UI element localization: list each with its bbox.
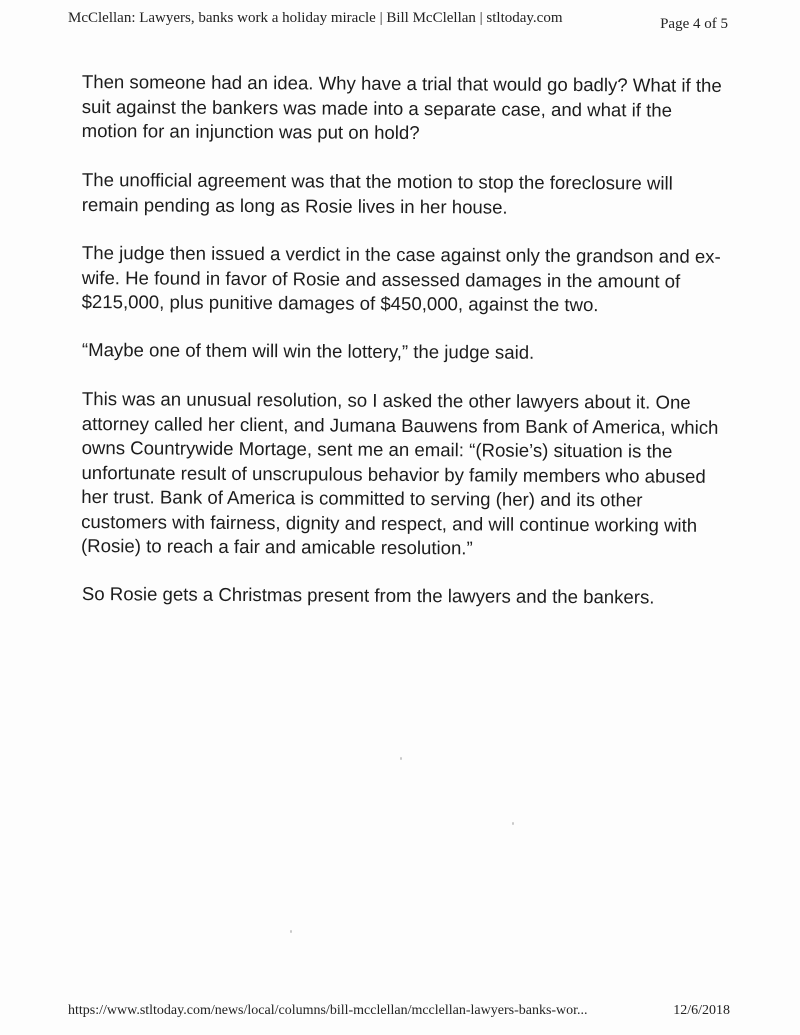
- scan-speck: [290, 930, 292, 933]
- paragraph: So Rosie gets a Christmas present from the lawyers and the bankers.: [81, 583, 655, 608]
- paragraph: “Maybe one of them will win the lottery,” the judge said.: [81, 338, 535, 363]
- paragraph: The judge then issued a verdict in the case against only the grandson and ex-wife. He found in favor of Rosie and assessed damages in the amount of $215,000, plus punitive damages of $450,000, against the two.: [81, 241, 721, 315]
- print-footer-url: https://www.stltoday.com/news/local/columns/bill-mcclellan/mcclellan-lawyers-banks-wor...: [68, 1003, 588, 1018]
- print-footer-date: 12/6/2018: [673, 1003, 730, 1018]
- page-number: Page 4 of 5: [660, 16, 728, 32]
- paragraph: This was an unusual resolution, so I asked the other lawyers about it. One attorney called her client, and Jumana Bauwens from Bank of America, which owns Countrywide Mortage, sent me an email: “(Rosie’s) situation is the unfortunate result of unscrupulous behavior by family members who abused her trust. Bank of America is committed to serving (her) and its other customers with fairness, dignity and respect, and will continue working with (Rosie) to reach a fair and amicable resolution.”: [80, 387, 719, 558]
- print-header-title: McClellan: Lawyers, banks work a holiday miracle | Bill McClellan | stltoday.com: [68, 10, 563, 26]
- scan-speck: [400, 757, 402, 760]
- article-body: [82, 70, 722, 631]
- paragraph: The unofficial agreement was that the motion to stop the foreclosure will remain pending as long as Rosie lives in her house.: [81, 168, 673, 217]
- paragraph: Then someone had an idea. Why have a trial that would go badly? What if the suit against the bankers was made into a separate case, and what if the motion for an injunction was put on hold?: [81, 70, 722, 144]
- scan-speck: [512, 822, 514, 825]
